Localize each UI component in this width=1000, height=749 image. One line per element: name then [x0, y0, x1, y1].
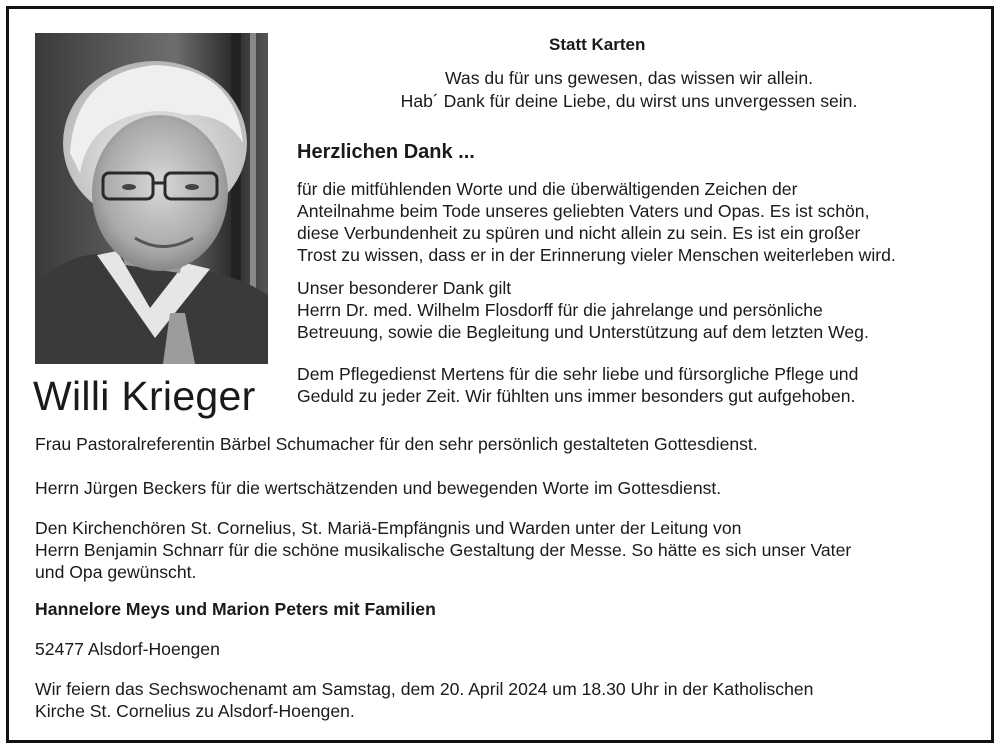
- pastoral-paragraph: [35, 433, 758, 455]
- text-line: Trost zu wissen, dass er in der Erinnerung vieler Menschen weiterleben wird.: [297, 245, 896, 265]
- special-thanks-paragraph: [297, 277, 869, 343]
- text-line: Herrn Dr. med. Wilhelm Flosdorff für die jahrelange und persönliche: [297, 300, 823, 320]
- text-line: Wir feiern das Sechswochenamt am Samstag, dem 20. April 2024 um 18.30 Uhr in der Katholischen: [35, 679, 814, 699]
- text-line: Betreuung, sowie die Begleitung und Unterstützung auf dem letzten Weg.: [297, 322, 869, 342]
- service-announcement: [35, 678, 813, 722]
- choirs-paragraph: [35, 517, 851, 583]
- text-line: Geduld zu jeder Zeit. Wir fühlten uns immer besonders gut aufgehoben.: [297, 386, 856, 406]
- verse-line: Hab´ Dank für deine Liebe, du wirst uns unvergessen sein.: [400, 91, 858, 111]
- obituary-notice: [6, 6, 994, 743]
- text-line: Dem Pflegedienst Mertens für die sehr liebe und fürsorgliche Pflege und: [297, 364, 859, 384]
- text-line: Herrn Jürgen Beckers für die wertschätzenden und bewegenden Worte im Gottesdienst.: [35, 478, 722, 498]
- thanks-heading: Herzlichen Dank ...: [297, 141, 475, 163]
- text-line: Herrn Benjamin Schnarr für die schöne musikalische Gestaltung der Messe. So hätte es sich unser Vater: [35, 540, 852, 560]
- family-address: 52477 Alsdorf-Hoengen: [35, 639, 220, 659]
- thanks-intro-paragraph: [297, 178, 896, 266]
- text-line: und Opa gewünscht.: [35, 562, 197, 582]
- verse: [299, 67, 959, 113]
- portrait-photo: [35, 33, 268, 364]
- verse-line: Was du für uns gewesen, das wissen wir allein.: [444, 68, 813, 88]
- deceased-name: Willi Krieger: [33, 373, 256, 419]
- statt-karten-heading: Statt Karten: [549, 35, 646, 54]
- text-line: Frau Pastoralreferentin Bärbel Schumacher für den sehr persönlich gestalteten Gottesdienst.: [35, 434, 758, 454]
- care-service-paragraph: [297, 363, 858, 407]
- beckers-paragraph: [35, 477, 721, 499]
- text-line: diese Verbundenheit zu spüren und nicht allein zu sein. Es ist ein großer: [297, 223, 861, 243]
- text-line: Unser besonderer Dank gilt: [297, 278, 512, 298]
- text-line: Den Kirchenchören St. Cornelius, St. Mariä-Empfängnis und Warden unter der Leitung von: [35, 518, 742, 538]
- text-line: für die mitfühlenden Worte und die überwältigenden Zeichen der: [297, 179, 798, 199]
- text-line: Kirche St. Cornelius zu Alsdorf-Hoengen.: [35, 701, 355, 721]
- text-line: Anteilnahme beim Tode unseres geliebten Vaters und Opas. Es ist schön,: [297, 201, 870, 221]
- family-signers: Hannelore Meys und Marion Peters mit Familien: [35, 599, 436, 619]
